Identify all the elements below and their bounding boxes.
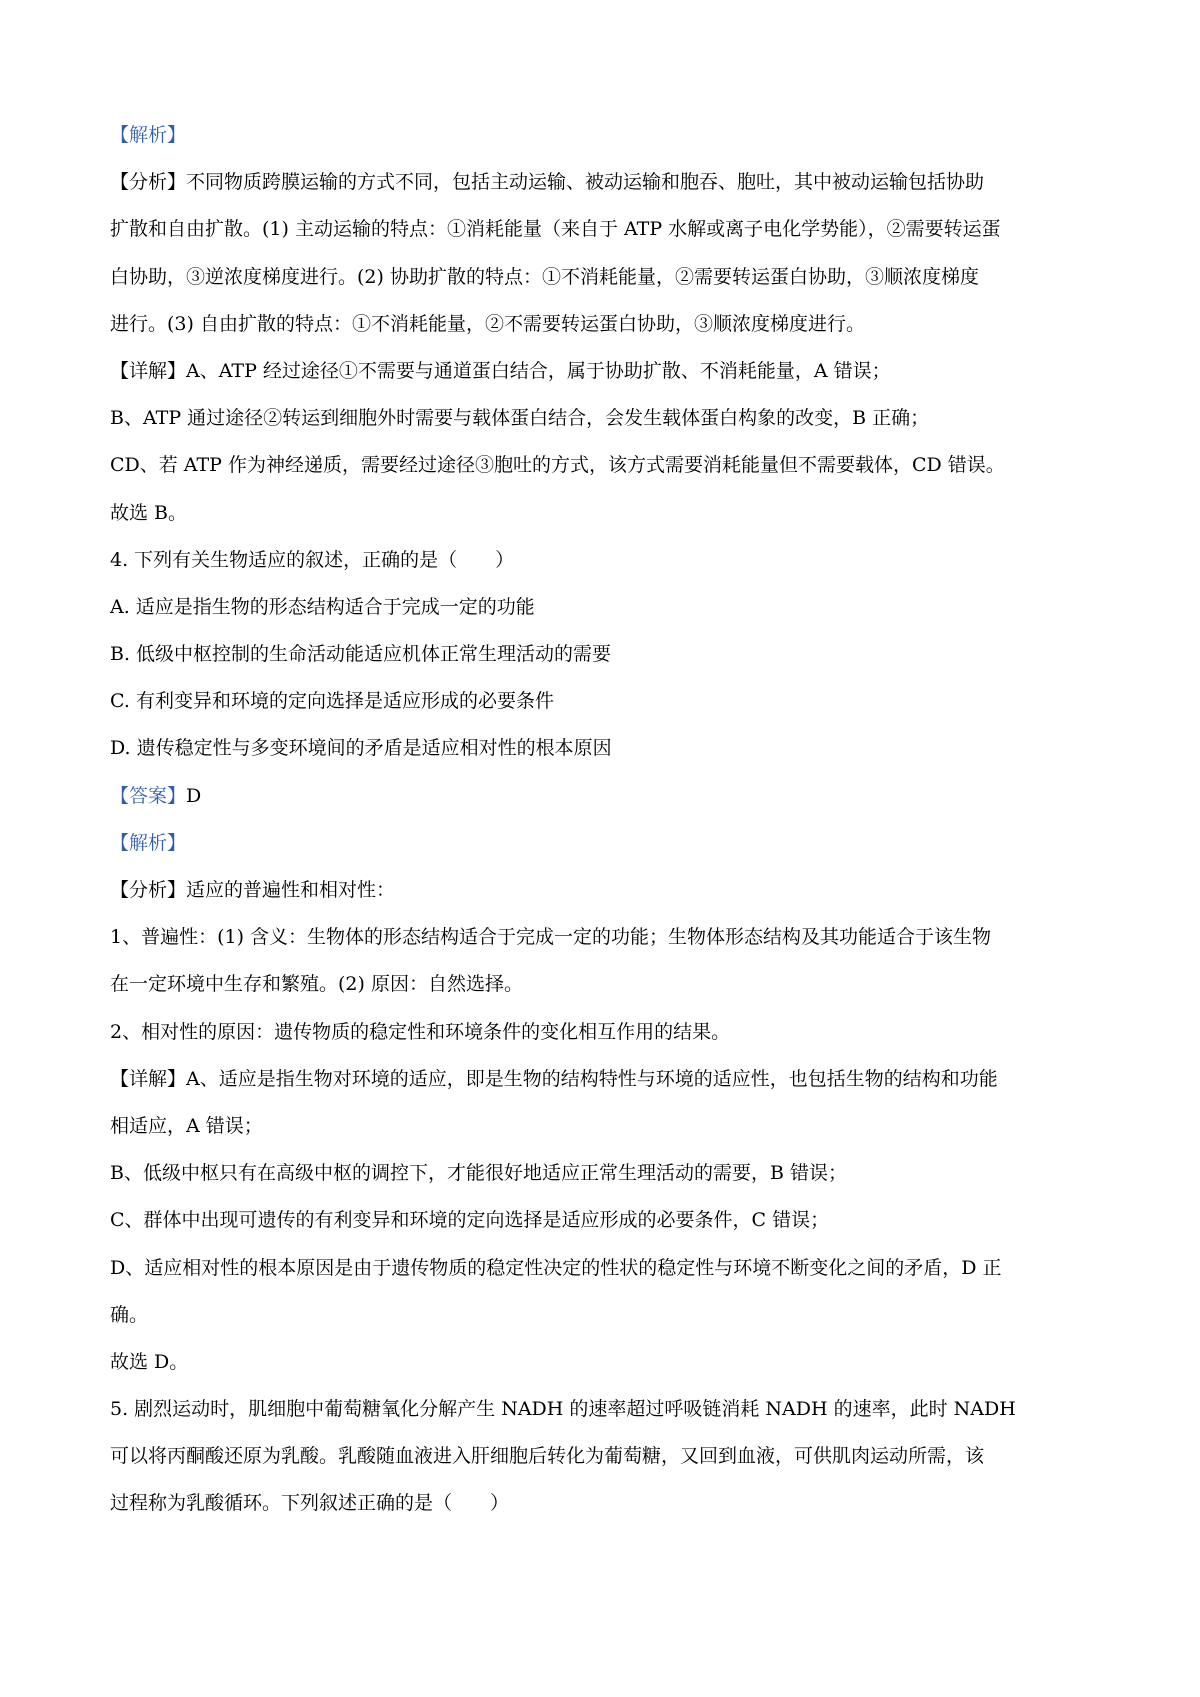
analysis-paragraph-line: 扩散和自由扩散。(1) 主动运输的特点：①消耗能量（来自于 ATP 水解或离子电化学势能），②需要转运蛋 bbox=[110, 218, 1001, 241]
explanation-line: 确。 bbox=[110, 1303, 149, 1326]
question-stem: 可以将丙酮酸还原为乳酸。乳酸随血液进入肝细胞后转化为葡萄糖，又回到血液，可供肌肉运动所需，该 bbox=[110, 1445, 985, 1468]
question-stem: 4. 下列有关生物适应的叙述，正确的是（ ） bbox=[110, 548, 515, 571]
option-d: D. 遗传稳定性与多变环境间的矛盾是适应相对性的根本原因 bbox=[110, 737, 612, 760]
section-heading-analysis: 【解析】 bbox=[110, 124, 187, 146]
explanation-line: B、ATP 通过途径②转运到细胞外时需要与载体蛋白结合，会发生载体蛋白构象的改变，B 正确； bbox=[110, 407, 930, 430]
conclusion-line: 故选 B。 bbox=[110, 501, 188, 524]
explanation-line: C、群体中出现可遗传的有利变异和环境的定向选择是适应形成的必要条件，C 错误； bbox=[110, 1209, 830, 1232]
section-heading-analysis: 【解析】 bbox=[110, 831, 187, 854]
question-stem: 5. 剧烈运动时，肌细胞中葡萄糖氧化分解产生 NADH 的速率超过呼吸链消耗 NADH 的速率，此时 NADH bbox=[110, 1398, 1016, 1421]
explanation-line: 相适应，A 错误； bbox=[110, 1114, 263, 1137]
document-body bbox=[110, 112, 1110, 1528]
option-b: B. 低级中枢控制的生命活动能适应机体正常生理活动的需要 bbox=[110, 643, 612, 666]
answer-value: D bbox=[186, 784, 202, 807]
analysis-paragraph-line: 在一定环境中生存和繁殖。(2) 原因：自然选择。 bbox=[110, 973, 523, 996]
conclusion-line: 故选 D。 bbox=[110, 1350, 189, 1373]
analysis-paragraph-line: 白协助，③逆浓度梯度进行。(2) 协助扩散的特点：①不消耗能量，②需要转运蛋白协助，③顺浓度梯度 bbox=[110, 265, 979, 288]
analysis-paragraph-line: 【分析】适应的普遍性和相对性： bbox=[110, 879, 396, 901]
explanation-line: D、适应相对性的根本原因是由于遗传物质的稳定性决定的性状的稳定性与环境不断变化之间的矛盾，D 正 bbox=[110, 1256, 1002, 1279]
analysis-paragraph-line: 【分析】不同物质跨膜运输的方式不同，包括主动运输、被动运输和胞吞、胞吐，其中被动运输包括协助 bbox=[110, 171, 985, 194]
answer-label: 【答案】 bbox=[110, 784, 187, 807]
analysis-paragraph-line: 进行。(3) 自由扩散的特点：①不消耗能量，②不需要转运蛋白协助，③顺浓度梯度进行。 bbox=[110, 312, 865, 335]
question-stem: 过程称为乳酸循环。下列叙述正确的是（ ） bbox=[110, 1492, 510, 1515]
analysis-paragraph-line: 1、普遍性：(1) 含义：生物体的形态结构适合于完成一定的功能；生物体形态结构及其功能适合于该生物 bbox=[110, 926, 992, 949]
explanation-line: 【详解】A、适应是指生物对环境的适应，即是生物的结构特性与环境的适应性，也包括生物的结构和功能 bbox=[110, 1067, 998, 1090]
explanation-line: B、低级中枢只有在高级中枢的调控下，才能很好地适应正常生理活动的需要，B 错误； bbox=[110, 1162, 847, 1185]
answer-line bbox=[110, 773, 1110, 820]
analysis-paragraph-line: 2、相对性的原因：遗传物质的稳定性和环境条件的变化相互作用的结果。 bbox=[110, 1020, 731, 1043]
explanation-line: 【详解】A、ATP 经过途径①不需要与通道蛋白结合，属于协助扩散、不消耗能量，A 错误； bbox=[110, 359, 891, 382]
explanation-line: CD、若 ATP 作为神经递质，需要经过途径③胞吐的方式，该方式需要消耗能量但不需要载体，CD 错误。 bbox=[110, 454, 1005, 477]
option-a: A. 适应是指生物的形态结构适合于完成一定的功能 bbox=[110, 595, 535, 618]
option-c: C. 有利变异和环境的定向选择是适应形成的必要条件 bbox=[110, 690, 554, 713]
